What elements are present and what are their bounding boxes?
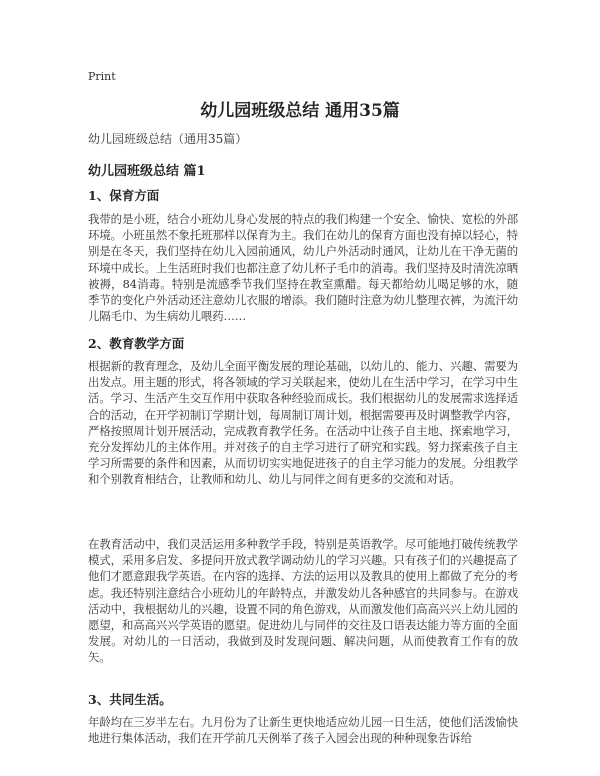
paragraph-care: 我带的是小班，结合小班幼儿身心发展的特点的我们构建一个安全、愉快、宽松的外部环境。小班虽然不象托班那样以保育为主。我们在幼儿的保育方面也没有掉以轻心，特别是在冬天，我们坚持在幼儿入园前通风，幼儿户外活动时通风，让幼儿在干净无菌的环境中成长。上生活班时我们也都注意了幼儿杯子毛巾的消毒。我们坚持及时清洗凉晒被褥，84消毒。特别是流感季节我们坚持在教室熏醋。每天都给幼儿喝足够的水，随季节的变化户外活动还注意幼儿衣服的增添。我们随时注意为幼儿整理衣裤，为流汗幼儿隔毛巾、为生病幼儿喂药…… (88, 212, 518, 324)
section-heading: 幼儿园班级总结 篇1 (88, 164, 206, 179)
paragraph-teaching-1: 根据新的教育理念，及幼儿全面平衡发展的理论基础，以幼儿的、能力、兴趣、需要为出发点。用主题的形式，将各领域的学习关联起来，使幼儿在生活中学习，在学习中生活。学习、生活产生交互作用中获取各种经验而成长。我们根据幼儿的发展需求选择适合的活动，在开学初制订学期计划，每周制订周计划，根据需要再及时调整教学内容，严格按照周计划开展活动，完成教育教学任务。在活动中让孩子自主地、探索地学习，充分发挥幼儿的主体作用。并对孩子的自主学习进行了研究和实践。努力探索孩子自主学习所需要的条件和因素，从而切切实实地促进孩子的自主学习能力的发展。分组教学和个别教育相结合，让教师和幼儿、幼儿与同伴之间有更多的交流和对话。 (88, 359, 518, 487)
document-subtitle: 幼儿园班级总结（通用35篇） (88, 132, 248, 146)
subsection-heading-care: 1、保育方面 (88, 188, 160, 203)
paragraph-life: 年龄均在三岁半左右。九月份为了让新生更快地适应幼儿园一日生活，使他们活泼愉快地进行集体活动，我们在开学前几天例举了孩子入园会出现的种种现象告诉给 (88, 715, 518, 746)
subsection-heading-teaching: 2、教育教学方面 (88, 336, 185, 351)
page-title: 幼儿园班级总结 通用35篇 (200, 101, 400, 121)
print-link[interactable]: Print (88, 70, 116, 83)
subsection-heading-life: 3、共同生活。 (88, 692, 172, 707)
paragraph-teaching-2: 在教育活动中，我们灵活运用多种教学手段，特别是英语教学。尽可能地打破传统教学模式，采用多启发、多提问开放式教学调动幼儿的学习兴趣。只有孩子们的兴趣提高了他们才愿意跟我学英语。在内容的选择、方法的运用以及教具的使用上都做了充分的考虑。我还特别注意结合小班幼儿的年龄特点，并激发幼儿各种感官的共同参与。在游戏活动中，我根据幼儿的兴趣，设置不同的角色游戏，从而激发他们高高兴兴上幼儿园的愿望，和高高兴兴学英语的愿望。促进幼儿与同伴的交往及口语表达能力等方面的全面发展。对幼儿的一日活动，我做到及时发现问题、解决问题，从而使教育工作有的放矢。 (88, 537, 518, 665)
